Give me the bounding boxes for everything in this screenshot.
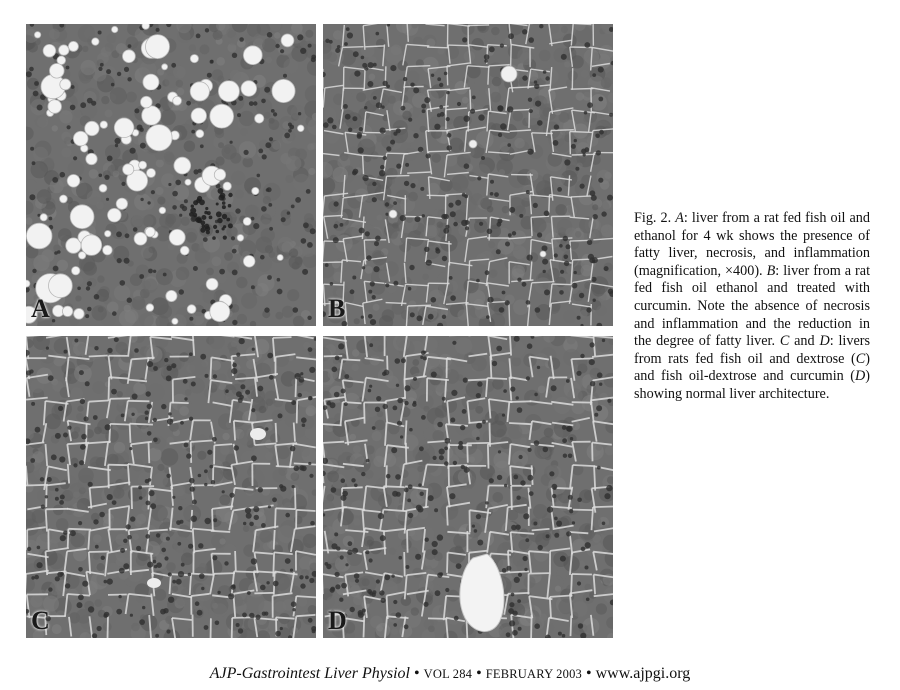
panel-label-a: A [31,294,50,323]
caption-text-a: : liver from a rat fed fish oil and ethanol for 4 wk shows the presence of fatty liver, necrosis, and inflammation (magnification, ×400). [634,210,870,279]
micrograph-panel-c [26,336,316,638]
panel-label-c: C [31,606,50,635]
panel-label-d: D [328,606,347,635]
figure-caption [634,210,870,404]
panel-label-b: B [328,294,346,323]
caption-letter-b: B [766,262,776,279]
footer-sep-1: • [410,665,424,682]
micrograph-c-image [26,336,316,638]
caption-text-cd: : livers from rats fed fish oil and dextrose ( [634,333,870,367]
micrograph-panel-d [323,336,613,638]
footer-sep-2: • [472,665,486,682]
caption-letter-a: A [675,210,684,226]
caption-letter-c2: C [855,350,866,367]
footer-url: www.ajpgi.org [595,665,691,682]
caption-text-b: : liver from a rat fed fish oil ethanol and treated with curcumin. Note the absence of necrosis and inflammation and the reduction in the degree of fatty liver. [634,262,871,350]
caption-text-cd2: ) and fish oil-dextrose and curcumin ( [634,350,870,385]
caption-letter-d2: D [855,368,866,385]
footer-volume: VOL 284 [423,667,473,681]
footer-date: FEBRUARY 2003 [485,667,582,681]
micrograph-a-image [26,24,316,326]
caption-text-cd3: ) showing normal liver architecture. [634,368,870,402]
micrograph-d-image [323,336,613,638]
footer-journal: AJP-Gastrointest Liver Physiol [209,665,410,682]
page-footer [0,665,900,683]
caption-and: and [789,333,820,350]
caption-letter-c: C [779,333,790,350]
micrograph-panel-b [323,24,613,326]
micrograph-b-image [323,24,613,326]
micrograph-panel-a [26,24,316,326]
caption-letter-d: D [819,333,830,350]
footer-sep-3: • [582,665,596,682]
caption-fig-number: Fig. 2. [634,210,672,226]
